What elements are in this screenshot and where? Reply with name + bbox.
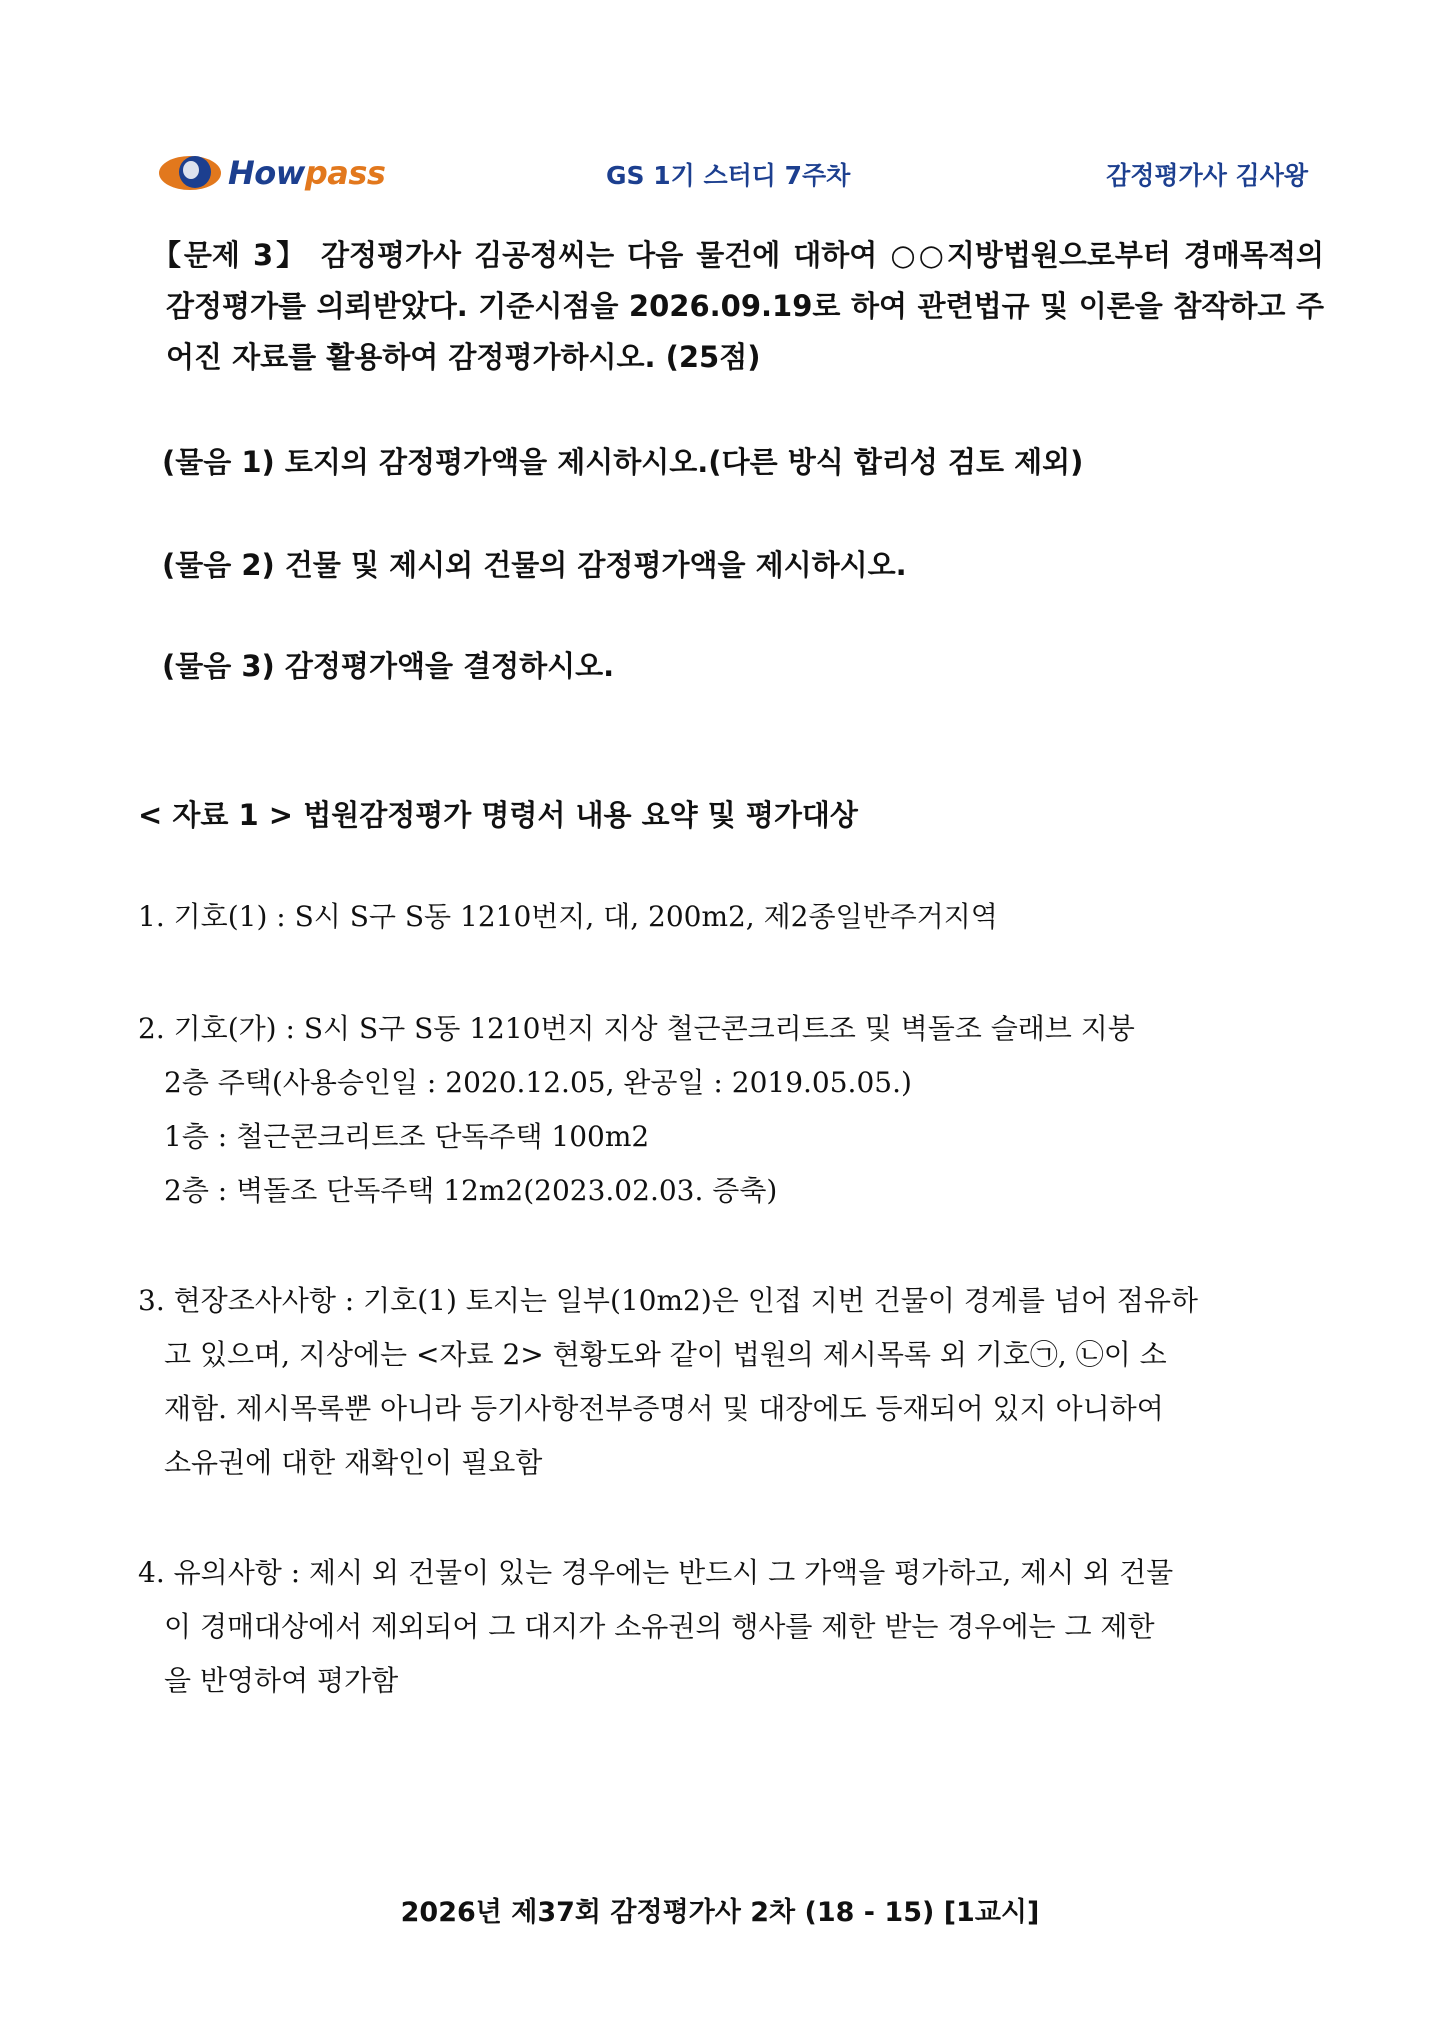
question-3: (물음 3) 감정평가액을 결정하시오.: [162, 649, 615, 683]
list-item-line: 1. 기호(1) : S시 S구 S동 1210번지, 대, 200m2, 제2종일반주거지역: [138, 900, 998, 933]
problem-statement: 【문제 3】 감정평가사 김공정씨는 다음 물건에 대하여 ○○지방법원으로부터 경매목적의 감정평가를 의뢰받았다. 기준시점을 2026.09.19로 하여 관련법규 및 이론을 참작하고 주어진 자료를 활용하여 감정평가하시오. (25점): [152, 238, 1324, 374]
list-item-line: 2. 기호(가) : S시 S구 S동 1210번지 지상 철근콘크리트조 및 벽돌조 슬래브 지붕: [138, 1012, 1135, 1045]
list-item-line: 1층 : 철근콘크리트조 단독주택 100m2: [164, 1120, 650, 1153]
list-item: [138, 1002, 1310, 1218]
list-item-line: 2층 : 벽돌조 단독주택 12m2(2023.02.03. 증축): [164, 1174, 778, 1207]
logo-ellipse-icon: [158, 153, 222, 193]
page-footer: 2026년 제37회 감정평가사 2차 (18 - 15) [1교시]: [400, 1897, 1040, 1928]
section-title: < 자료 1 > 법원감정평가 명령서 내용 요약 및 평가대상: [138, 798, 858, 832]
question-2: (물음 2) 건물 및 제시외 건물의 감정평가액을 제시하시오.: [162, 548, 907, 582]
list-item-line: 이 경매대상에서 제외되어 그 대지가 소유권의 행사를 제한 받는 경우에는 그 제한: [164, 1610, 1155, 1643]
question-1: (물음 1) 토지의 감정평가액을 제시하시오.(다른 방식 합리성 검토 제외): [162, 445, 1084, 479]
logo-text-pass: pass: [304, 154, 386, 192]
list-item: [138, 1546, 1310, 1708]
list-item: [138, 890, 1310, 944]
howpass-logo: [158, 148, 385, 198]
list-item-line: 4. 유의사항 : 제시 외 건물이 있는 경우에는 반드시 그 가액을 평가하고, 제시 외 건물: [138, 1556, 1174, 1589]
list-item: [138, 1274, 1310, 1490]
list-item-line: 3. 현장조사사항 : 기호(1) 토지는 일부(10m2)은 인접 지번 건물이 경계를 넘어 점유하: [138, 1284, 1198, 1317]
list-item-line: 을 반영하여 평가함: [164, 1664, 399, 1697]
logo-text-how: How: [228, 154, 305, 192]
author-name: 감정평가사 김사왕: [1106, 161, 1308, 190]
study-title: GS 1기 스터디 7주차: [606, 161, 851, 190]
page-header: [158, 148, 1308, 198]
list-item-line: 소유권에 대한 재확인이 필요함: [164, 1446, 543, 1479]
list-item-line: 2층 주택(사용승인일 : 2020.12.05, 완공일 : 2019.05.05.): [164, 1066, 912, 1099]
list-item-line: 고 있으며, 지상에는 <자료 2> 현황도와 같이 법원의 제시목록 외 기호㉠, ㉡이 소: [164, 1338, 1167, 1371]
list-item-line: 재함. 제시목록뿐 아니라 등기사항전부증명서 및 대장에도 등재되어 있지 아니하여: [164, 1392, 1164, 1425]
